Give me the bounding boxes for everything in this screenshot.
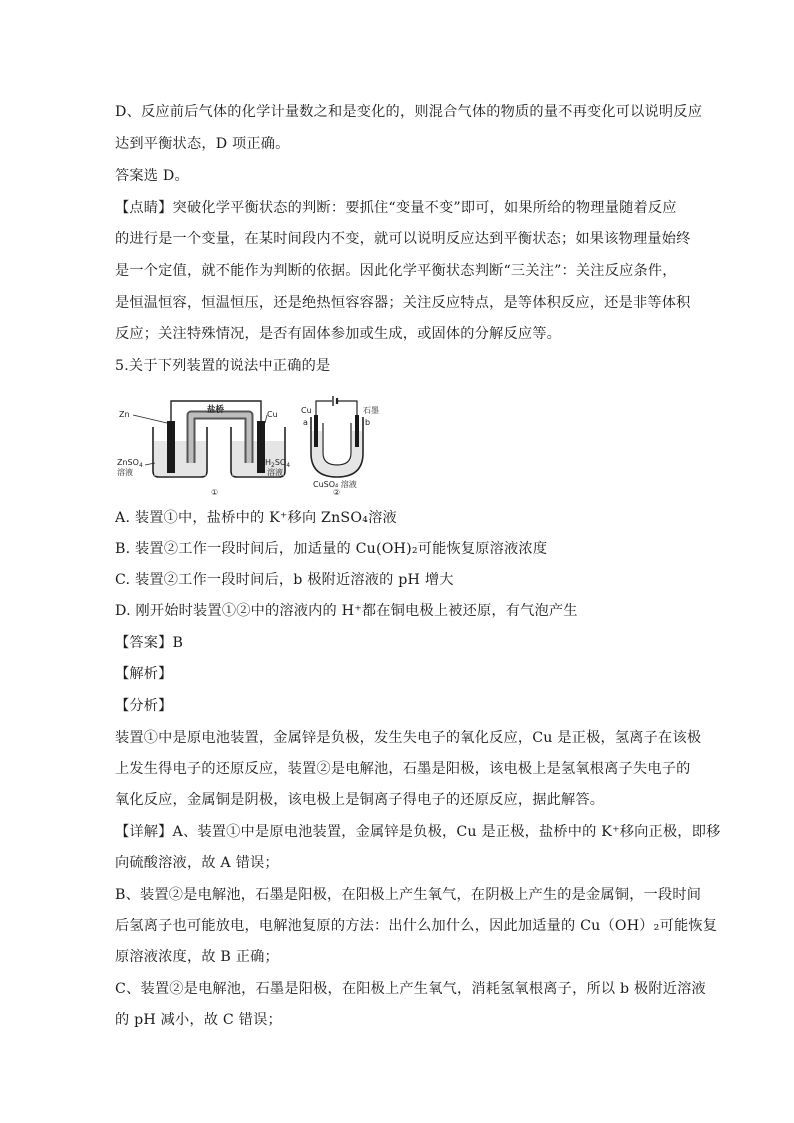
text-line: 答案选 D。: [115, 168, 189, 184]
h2so4-label: $H_2SO_4$: [265, 458, 291, 469]
text-line: 后氢离子也可能放电，电解池复原的方法：出什么加什么，因此加适量的 Cu（OH）₂可能恢复: [115, 918, 718, 934]
left-solution-fill: [154, 441, 206, 476]
text-line: C、装置②是电解池，石墨是阳极，在阳极上产生氧气，消耗氢氧根离子，所以 b 极附近溶液: [115, 981, 706, 997]
text-line: 反应；关注特殊情况，是否有固体参加或生成，或固体的分解反应等。: [115, 326, 562, 342]
option-c: C. 装置②工作一段时间后，b 极附近溶液的 pH 增大: [115, 572, 454, 588]
device-2: [301, 396, 379, 497]
text-line: 的进行是一个变量，在某时间段内不变，就可以说明反应达到平衡状态；如果该物理量始终: [115, 231, 691, 247]
electrode-a-label: a: [303, 418, 308, 427]
device-2-number: ②: [333, 488, 341, 497]
salt-bridge-label: 盐桥: [207, 405, 225, 415]
electrochemistry-figure: [115, 393, 385, 503]
znso4-label: ZnSO$_4$: [117, 458, 143, 469]
option-b: B. 装置②工作一段时间后，加适量的 Cu(OH)₂可能恢复原溶液浓度: [115, 541, 548, 557]
text-line: 是一个定值，就不能作为判断的依据。因此化学平衡状态判断“三关注”：关注反应条件，: [115, 263, 677, 279]
text-line: 【详解】A、装置①中是原电池装置，金属锌是负极，Cu 是正极，盐桥中的 K⁺移向正极，即移: [115, 824, 721, 840]
text-line: 的 pH 减小，故 C 错误；: [115, 1012, 282, 1028]
text-line: 装置①中是原电池装置，金属锌是负极，发生失电子的氧化反应，Cu 是正极，氢离子在该极: [115, 730, 702, 746]
cu-electrode-a: [314, 415, 318, 447]
section-heading: 【分析】: [115, 698, 173, 714]
text-line: 上发生得电子的还原反应，装置②是电解池，石墨是阳极，该电极上是氢氧根离子失电子的: [115, 761, 691, 777]
text-line: 【点睛】突破化学平衡状态的判断：要抓住“变量不变”即可，如果所给的物理量随着反应: [115, 200, 677, 216]
option-a: A. 装置①中，盐桥中的 K⁺移向 ZnSO₄溶液: [115, 510, 397, 526]
right-solution-label: 溶液: [267, 468, 283, 477]
graphite-electrode-b: [355, 415, 359, 447]
option-d: D. 刚开始时装置①②中的溶液内的 H⁺都在铜电极上被还原，有气泡产生: [115, 603, 578, 619]
graphite-label: 石墨: [363, 406, 379, 415]
cu-label: Cu: [267, 410, 278, 419]
u-tube-inner: [323, 423, 351, 465]
electrode-b-label: b: [365, 418, 371, 427]
device-1-number: ①: [211, 488, 219, 497]
text-line: D、反应前后气体的化学计量数之和是变化的，则混合气体的物质的量不再变化可以说明反应: [115, 104, 703, 120]
zn-label: Zn: [119, 410, 130, 419]
text-line: B、装置②是电解池，石墨是阳极，在阳极上产生氧气，在阴极上产生的是金属铜，一段时间: [115, 887, 702, 903]
cuso4-solution-fill: [312, 431, 362, 476]
answer-line: 【答案】B: [115, 635, 184, 651]
apparatus-diagram: [115, 393, 385, 503]
text-line: 向硫酸溶液，故 A 错误；: [115, 855, 279, 871]
text-line: 原溶液浓度，故 B 正确；: [115, 949, 279, 965]
text-line: 氧化反应，金属铜是阴极，该电极上是铜离子得电子的还原反应，据此解答。: [115, 792, 605, 808]
question-title: 5.关于下列装置的说法中正确的是: [115, 358, 331, 374]
cu-electrode: [257, 421, 265, 473]
left-solution-label: 溶液: [117, 468, 133, 477]
zn-electrode: [167, 421, 175, 473]
cu-label-2: Cu: [301, 406, 312, 415]
device-1: [117, 401, 290, 497]
cuso4-label: CuSO₄ 溶液: [313, 480, 357, 489]
text-line: 达到平衡状态，D 项正确。: [115, 136, 290, 152]
section-heading: 【解析】: [115, 666, 173, 682]
text-line: 是恒温恒容，恒温恒压，还是绝热恒容容器；关注反应特点，是等体积反应，还是非等体积: [115, 295, 691, 311]
